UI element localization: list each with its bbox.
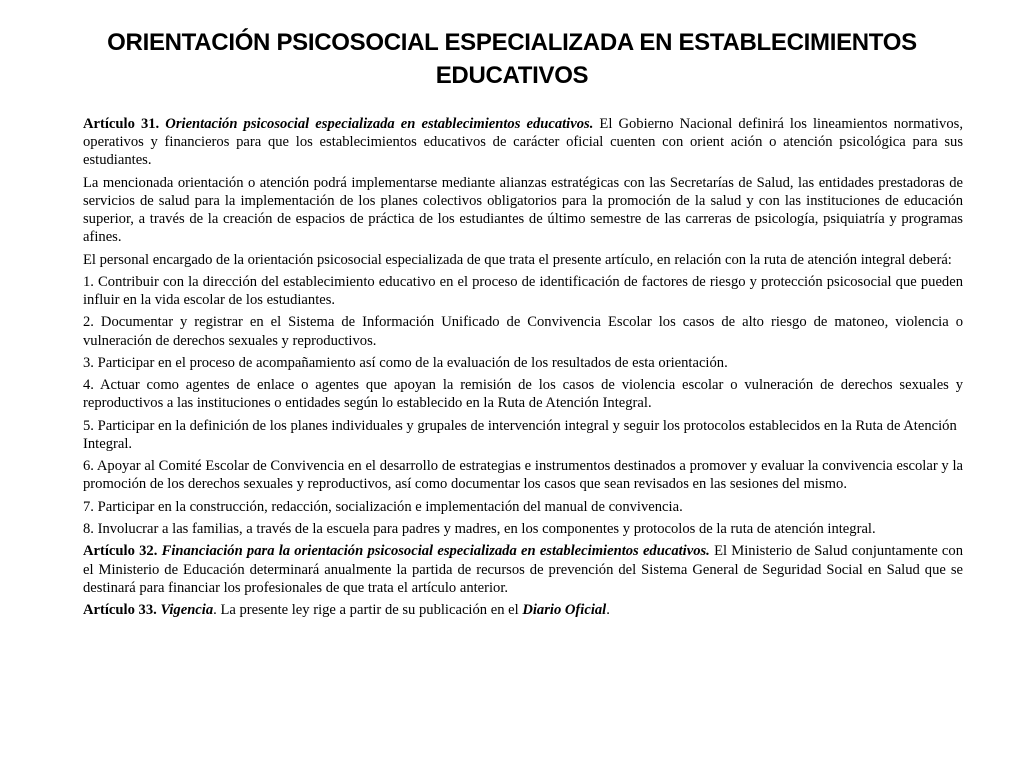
list-item-6: 6. Apoyar al Comité Escolar de Convivencia en el desarrollo de estrategias e instrumentos destinados a promover y evaluar la convivencia escolar y la promoción de los derechos sexuales y reproductivos, así como documentar los casos que sean revisados en las sesiones del mismo.: [83, 458, 963, 493]
article-33-label: Artículo 33.: [83, 602, 157, 618]
list-item-5: 5. Participar en la definición de los planes individuales y grupales de intervención integral y seguir los protocolos establecidos en la Ruta de Atención Integral.: [83, 417, 957, 452]
article-31-heading: Orientación psicosocial especializada en establecimientos educativos.: [165, 116, 594, 132]
page-title: ORIENTACIÓN PSICOSOCIAL ESPECIALIZADA EN ESTABLECIMIENTOS EDUCATIVOS: [107, 29, 917, 89]
article-33-heading: Vigencia: [160, 602, 214, 618]
article-32-text: El Ministerio de Salud conjuntamente con el Ministerio de Educación determinará anualmente la partida de recursos de prevención del Sistema General de Seguridad Social en Salud que se destinará para financiar los profesionales de que trata el artículo anterior.: [83, 543, 963, 596]
article-31-paragraph: [83, 115, 963, 170]
list-item-2: 2. Documentar y registrar en el Sistema de Información Unificado de Convivencia Escolar los casos de alto riesgo de matoneo, violencia o vulneración de derechos sexuales y reproductivos.: [83, 314, 963, 349]
article-33-text-end: .: [606, 602, 610, 618]
article-33-text: . La presente ley rige a partir de su publicación en el: [213, 602, 523, 618]
article-32-heading: Financiación para la orientación psicosocial especializada en establecimientos educativos.: [161, 543, 710, 560]
article-31-label: Artículo 31.: [83, 116, 160, 132]
article-33-paragraph: [83, 601, 963, 619]
article-33-publication: Diario Oficial: [522, 602, 607, 618]
article-32-label: Artículo 32.: [83, 543, 158, 560]
list-item-8: 8. Involucrar a las familias, a través de la escuela para padres y madres, en los componentes y protocolos de la ruta de atención integral.: [83, 521, 876, 537]
article-32-paragraph: [83, 542, 963, 597]
list-item-1: 1. Contribuir con la dirección del establecimiento educativo en el proceso de identificación de factores de riesgo y protección psicosocial que pueden influir en la vida escolar de los estudiantes.: [83, 273, 963, 309]
document-body: [83, 115, 963, 623]
list-item-4: 4. Actuar como agentes de enlace o agentes que apoyan la remisión de los casos de violencia escolar o vulneración de derechos sexuales y reproductivos a las instituciones o entidades según lo establecido en la Ruta de Atención Integral.: [83, 377, 963, 412]
body-paragraph-personnel: El personal encargado de la orientación psicosocial especializada de que trata el presente artículo, en relación con la ruta de atención integral deberá:: [83, 251, 952, 268]
body-paragraph-alliances: La mencionada orientación o atención podrá implementarse mediante alianzas estratégicas con las Secretarías de Salud, las entidades prestadoras de servicios de salud para la implementación de los planes colectivos obligatorios para la promoción de la salud y con las instituciones de educación superior, a través de la creación de espacios de práctica de los estudiantes de último semestre de las carreras de psicología, psiquiatría y programas afines.: [83, 174, 963, 246]
list-item-3: 3. Participar en el proceso de acompañamiento así como de la evaluación de los resultados de esta orientación.: [83, 354, 728, 371]
list-item-7: 7. Participar en la construcción, redacción, socialización e implementación del manual de convivencia.: [83, 498, 683, 515]
article-31-text: El Gobierno Nacional definirá los lineamientos normativos, operativos y financieros para que los establecimientos educativos de carácter oficial cuenten con orient ación o atención psicológica para sus estudiantes.: [83, 116, 963, 169]
